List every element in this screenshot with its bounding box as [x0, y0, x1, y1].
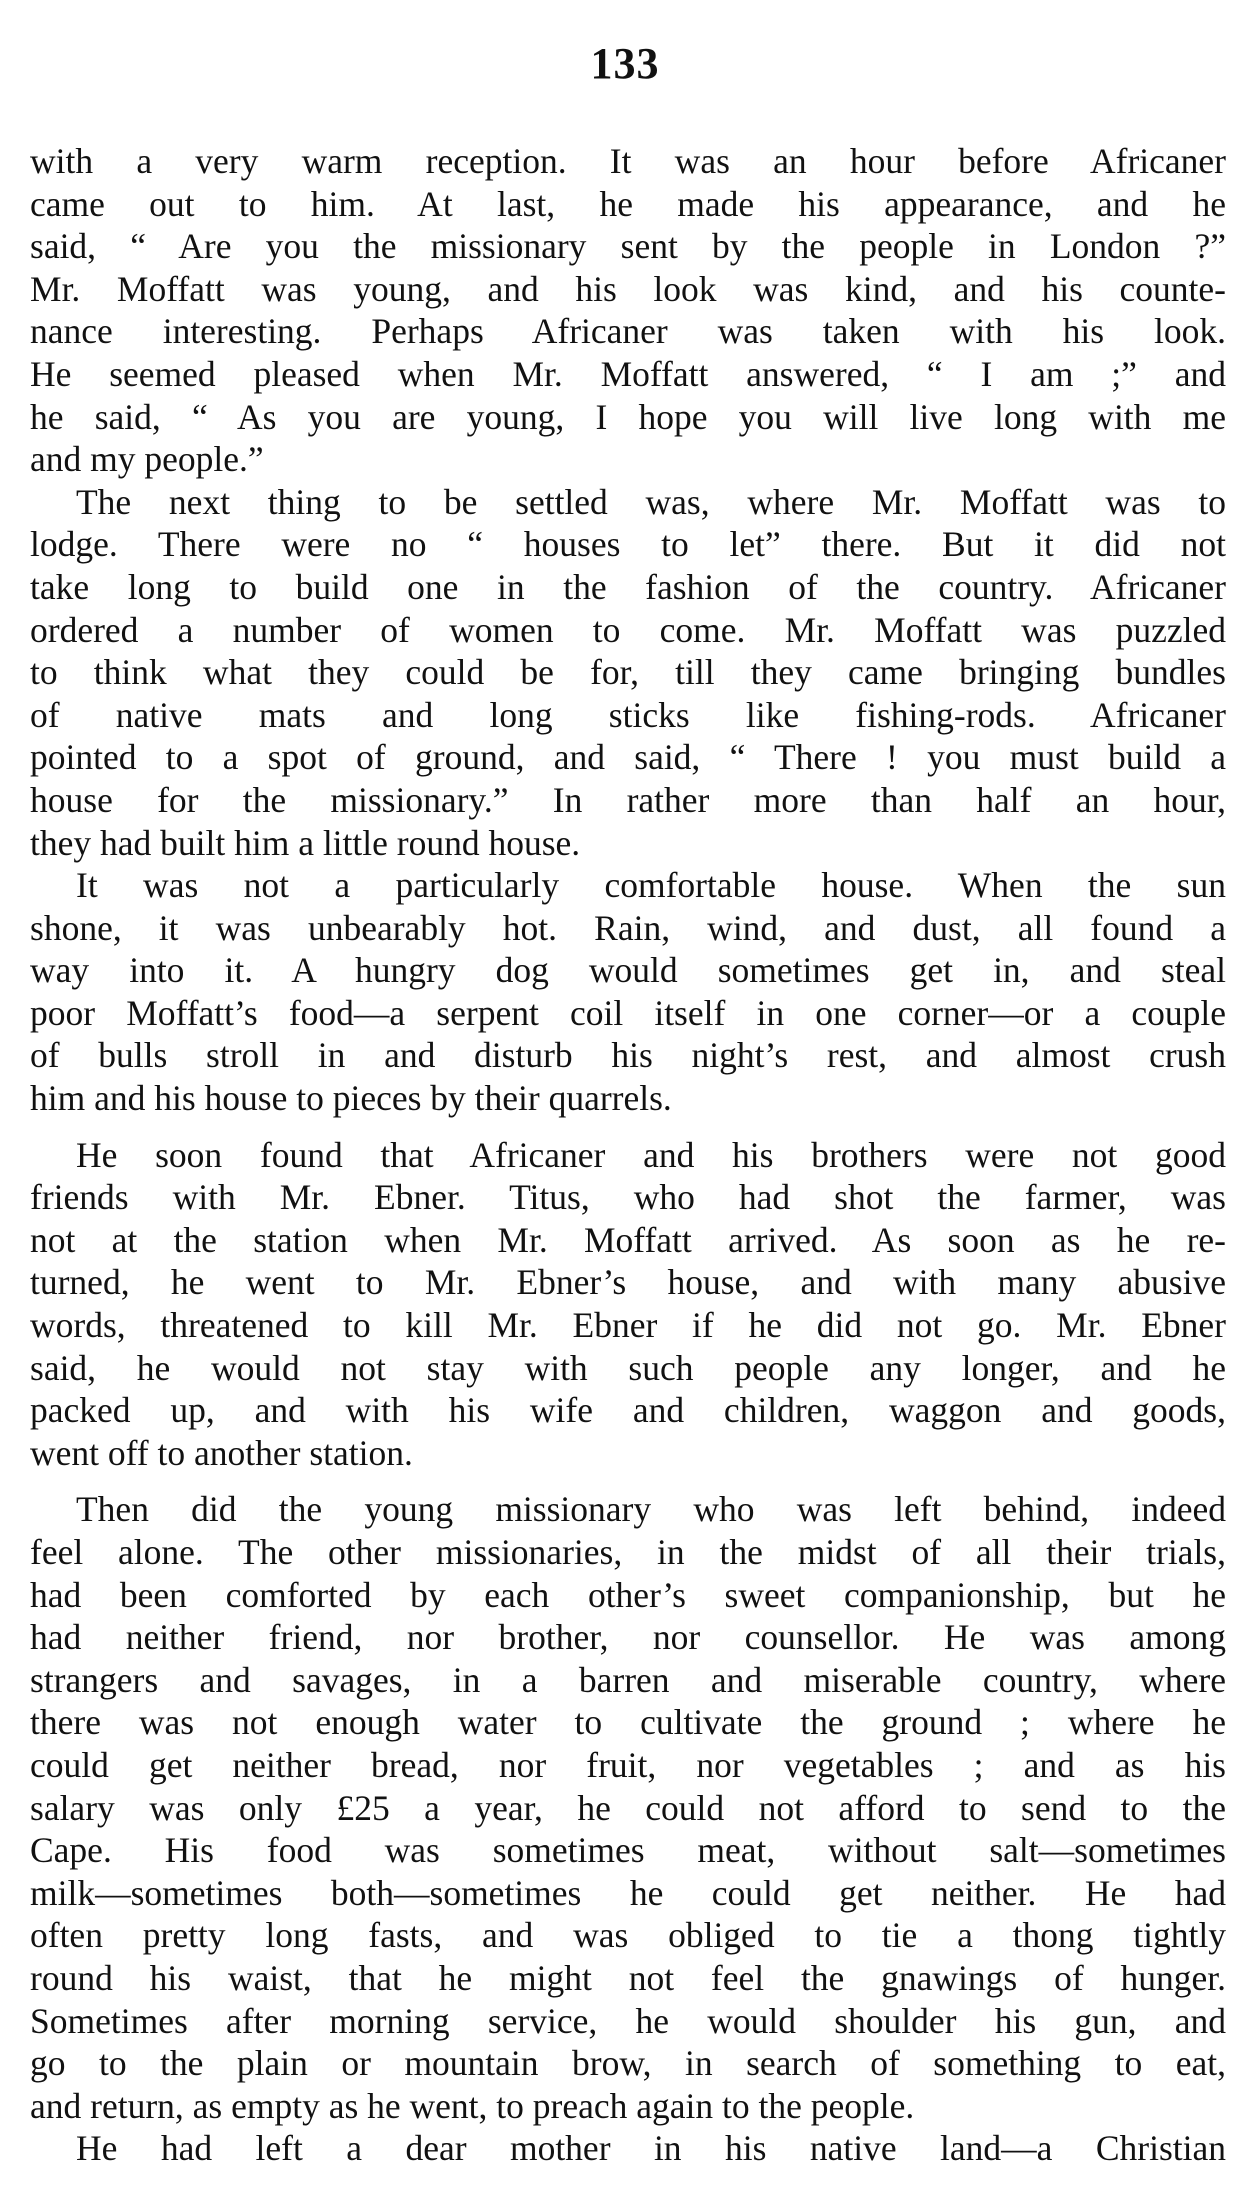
text-line: said, “ Are you the missionary sent by the people in London ?”	[30, 226, 1226, 267]
text-line: poor Moffatt’s food—a serpent coil itself in one corner—or a couple	[30, 992, 1226, 1033]
text-line: shone, it was unbearably hot. Rain, wind, and dust, all found a	[30, 907, 1226, 948]
text-line: he said, “ As you are young, I hope you will live long with me	[30, 396, 1226, 437]
text-line: round his waist, that he might not feel the gnawings of hunger.	[30, 1957, 1226, 1998]
text-line: Mr. Moffatt was young, and his look was kind, and his counte-	[30, 268, 1226, 309]
text-line: could get neither bread, nor fruit, nor vegetables ; and as his	[30, 1744, 1226, 1785]
text-line: Then did the young missionary who was left behind, indeed	[76, 1489, 1226, 1530]
text-line: Sometimes after morning service, he would shoulder his gun, and	[30, 2000, 1226, 2041]
text-line: and my people.”	[30, 439, 264, 480]
text-line: to think what they could be for, till they came bringing bundles	[30, 652, 1226, 693]
text-line: packed up, and with his wife and children, waggon and goods,	[30, 1390, 1226, 1431]
text-line: He seemed pleased when Mr. Moffatt answered, “ I am ;” and	[30, 353, 1226, 394]
text-line: strangers and savages, in a barren and miserable country, where	[30, 1659, 1226, 1700]
paragraph-3	[30, 864, 1226, 1120]
text-line: He had left a dear mother in his native land—a Christian	[76, 2128, 1226, 2169]
text-line: and return, as empty as he went, to preach again to the people.	[30, 2085, 915, 2126]
text-line: The next thing to be settled was, where Mr. Moffatt was to	[76, 481, 1226, 522]
text-line: of bulls stroll in and disturb his night’s rest, and almost crush	[30, 1035, 1226, 1076]
text-line: feel alone. The other missionaries, in the midst of all their trials,	[30, 1532, 1226, 1572]
paragraph-5	[30, 1488, 1226, 2127]
text-line: him and his house to pieces by their quarrels.	[30, 1078, 672, 1119]
text-line: go to the plain or mountain brow, in search of something to eat,	[30, 2043, 1226, 2084]
text-line: they had built him a little round house.	[30, 822, 581, 863]
text-line: with a very warm reception. It was an hour before Africaner	[30, 141, 1226, 181]
text-line: had neither friend, nor brother, nor counsellor. He was among	[30, 1617, 1226, 1658]
text-line: house for the missionary.” In rather more than half an hour,	[30, 779, 1226, 820]
text-line: Cape. His food was sometimes meat, without salt—sometimes	[30, 1830, 1226, 1871]
paragraph-1	[30, 140, 1226, 481]
text-line: take long to build one in the fashion of the country. Africaner	[30, 566, 1226, 607]
text-line: friends with Mr. Ebner. Titus, who had shot the farmer, was	[30, 1177, 1226, 1218]
text-line: ordered a number of women to come. Mr. Moffatt was puzzled	[30, 609, 1226, 650]
text-line: milk—sometimes both—sometimes he could get neither. He had	[30, 1872, 1226, 1913]
text-line: went off to another station.	[30, 1432, 413, 1473]
text-line: often pretty long fasts, and was obliged to tie a thong tightly	[30, 1915, 1226, 1956]
text-line: words, threatened to kill Mr. Ebner if he did not go. Mr. Ebner	[30, 1305, 1226, 1346]
text-line: came out to him. At last, he made his appearance, and he	[30, 183, 1226, 224]
paragraph-4	[30, 1134, 1226, 1475]
text-line: pointed to a spot of ground, and said, “ There ! you must build a	[30, 737, 1226, 778]
text-line: lodge. There were no “ houses to let” there. But it did not	[30, 524, 1226, 565]
text-line: It was not a particularly comfortable house. When the sun	[76, 865, 1226, 906]
paragraph-6	[30, 2127, 1226, 2170]
text-line: turned, he went to Mr. Ebner’s house, and with many abusive	[30, 1262, 1226, 1303]
text-line: said, he would not stay with such people any longer, and he	[30, 1347, 1226, 1388]
text-line: nance interesting. Perhaps Africaner was taken with his look.	[30, 311, 1226, 352]
text-line: had been comforted by each other’s sweet companionship, but he	[30, 1574, 1226, 1615]
text-line: salary was only £25 a year, he could not afford to send to the	[30, 1787, 1226, 1828]
body-text	[30, 140, 1226, 2170]
text-line: there was not enough water to cultivate the ground ; where he	[30, 1702, 1226, 1743]
text-line: way into it. A hungry dog would sometimes get in, and steal	[30, 950, 1226, 991]
text-line: not at the station when Mr. Moffatt arrived. As soon as he re-	[30, 1219, 1226, 1260]
text-line: He soon found that Africaner and his brothers were not good	[76, 1134, 1226, 1175]
page-number: 133	[590, 39, 660, 88]
text-line: of native mats and long sticks like fishing-rods. Africaner	[30, 694, 1226, 735]
paragraph-2	[30, 481, 1226, 864]
